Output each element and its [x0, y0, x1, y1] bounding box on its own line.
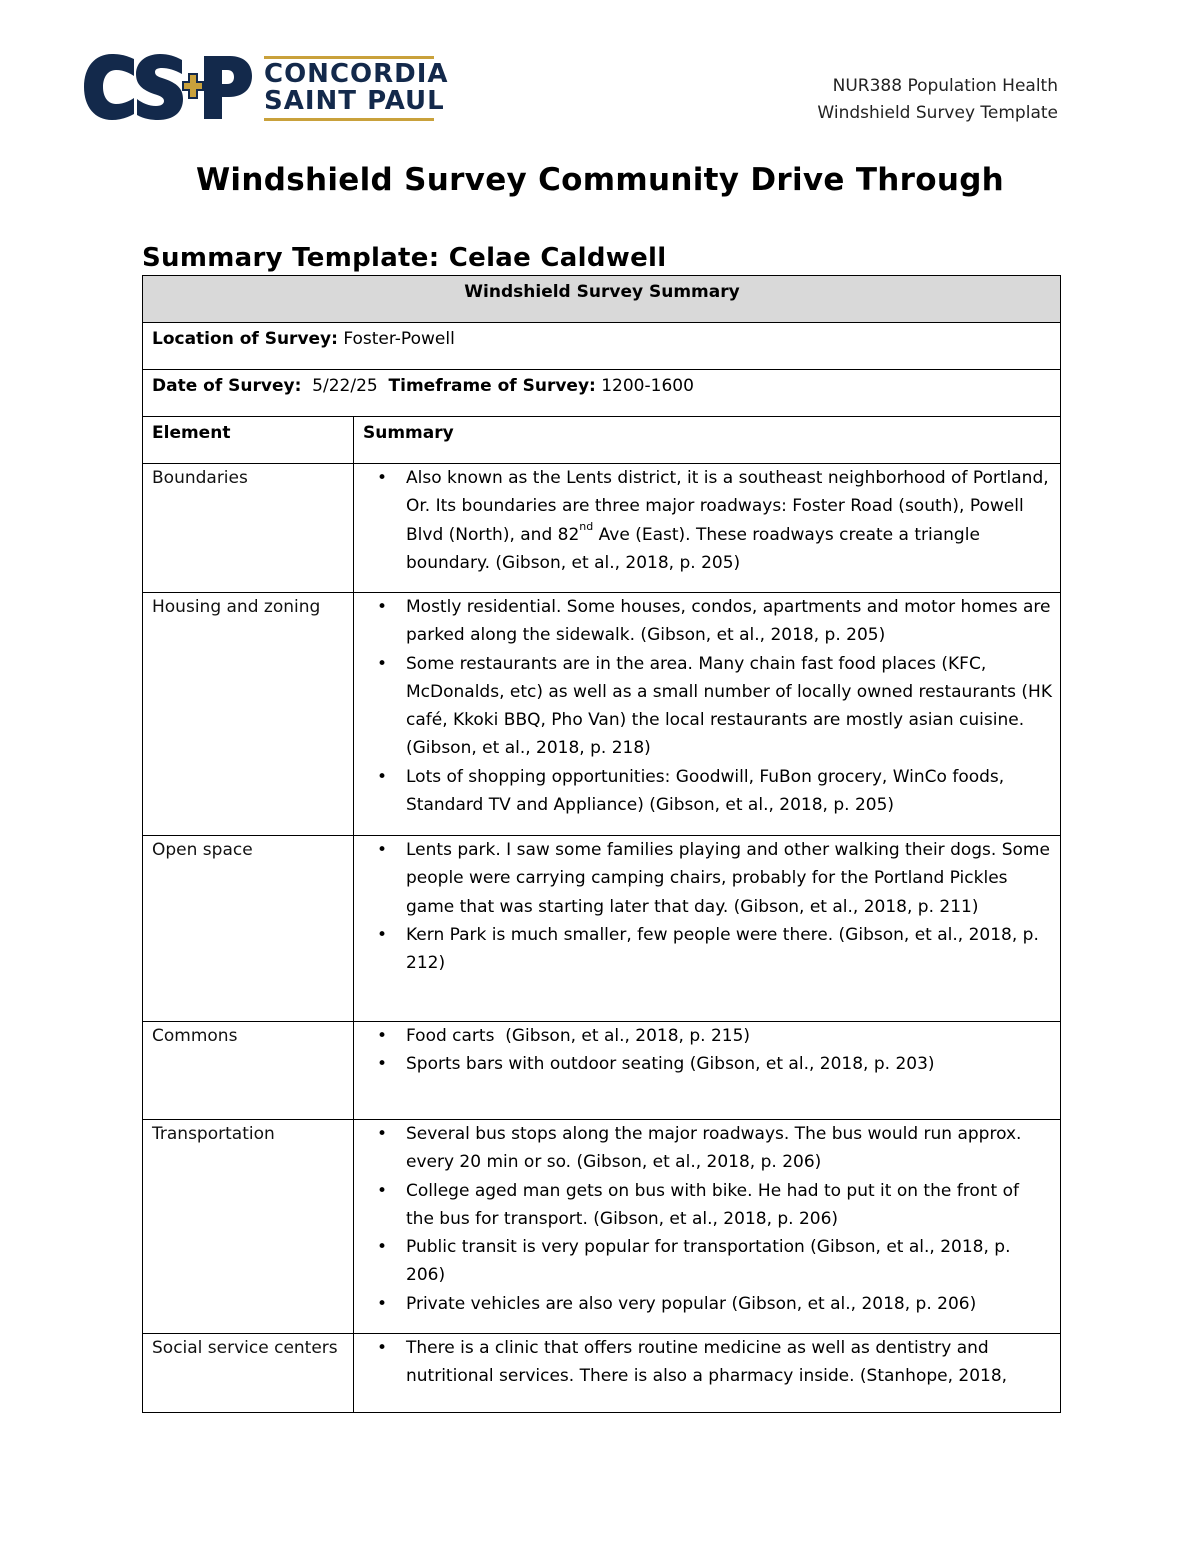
list-item: • Sports bars with outdoor seating (Gibson, et al., 2018, p. 203) [406, 1050, 1052, 1078]
summary-cell [354, 1120, 1061, 1334]
list-item: • Public transit is very popular for transportation (Gibson, et al., 2018, p. 206) [406, 1233, 1052, 1290]
summary-cell [354, 1022, 1061, 1120]
table-row [143, 1120, 1061, 1334]
summary-cell [354, 836, 1061, 1022]
element-cell: Commons [143, 1022, 354, 1120]
list-item: • There is a clinic that offers routine medicine as well as dentistry and nutritional services. There is also a pharmacy inside. (Stanhope, 2018, [406, 1334, 1052, 1391]
summary-cell [354, 464, 1061, 593]
element-cell: Open space [143, 836, 354, 1022]
location-row [143, 323, 1061, 370]
logo-name-line-2: SAINT PAUL [264, 86, 445, 116]
template-name: Windshield Survey Template [817, 103, 1058, 123]
csp-monogram [82, 53, 254, 121]
element-cell: Social service centers [143, 1334, 354, 1413]
element-cell: Transportation [143, 1120, 354, 1334]
table-row [143, 1334, 1061, 1413]
list-item: • Lots of shopping opportunities: Goodwill, FuBon grocery, WinCo foods, Standard TV and Appliance) (Gibson, et al., 2018, p. 205) [406, 763, 1052, 820]
table-row [143, 836, 1061, 1022]
location-value: Foster-Powell [337, 329, 455, 349]
column-header-element: Element [143, 417, 354, 464]
element-cell: Housing and zoning [143, 593, 354, 836]
column-header-summary: Summary [354, 417, 1061, 464]
timeframe-label: Timeframe of Survey: [388, 376, 596, 396]
list-item: • College aged man gets on bus with bike. He had to put it on the front of the bus for transport. (Gibson, et al., 2018, p. 206) [406, 1177, 1052, 1234]
list-item: • Lents park. I saw some families playing and other walking their dogs. Some people were carrying camping chairs, probably for the Portland Pickles game that was starting later that day. (Gibson, et al., 2018, p. 211) [406, 836, 1052, 921]
survey-table [142, 275, 1061, 1413]
list-item: • Several bus stops along the major roadways. The bus would run approx. every 20 min or so. (Gibson, et al., 2018, p. 206) [406, 1120, 1052, 1177]
summary-list [363, 1334, 1052, 1391]
table-row [143, 593, 1061, 836]
list-item [406, 464, 1052, 577]
table-row [143, 1022, 1061, 1120]
list-item-text: Also known as the Lents district, it is a southeast neighborhood of Portland, Or. Its boundaries are three major roadways: Foster Road (south), Powell Blvd (North), and 82 [406, 468, 1049, 545]
list-item: • Kern Park is much smaller, few people were there. (Gibson, et al., 2018, p. 212) [406, 921, 1052, 978]
list-item-text: Ave (East). These roadways create a triangle boundary. (Gibson, et al., 2018, p. 205) [406, 524, 980, 573]
table-heading: Windshield Survey Summary [143, 276, 1061, 323]
table-heading-row [143, 276, 1061, 323]
summary-list [363, 1120, 1052, 1318]
location-label: Location of Survey: [152, 329, 338, 349]
location-cell [143, 323, 1061, 370]
list-item: • Mostly residential. Some houses, condos, apartments and motor homes are parked along the sidewalk. (Gibson, et al., 2018, p. 205) [406, 593, 1052, 650]
list-item: • Food carts (Gibson, et al., 2018, p. 215) [406, 1022, 1052, 1050]
date-label: Date of Survey: [152, 376, 302, 396]
csp-logo [82, 53, 449, 123]
date-row [143, 370, 1061, 417]
column-header-row [143, 417, 1061, 464]
logo-name-line-1: CONCORDIA [264, 59, 449, 89]
ordinal-superscript: nd [579, 519, 594, 533]
course-name: NUR388 Population Health [832, 76, 1058, 96]
summary-cell [354, 1334, 1061, 1413]
summary-list [363, 464, 1052, 577]
table-row [143, 464, 1061, 593]
page-subtitle: Summary Template: Celae Caldwell [142, 243, 667, 273]
summary-cell [354, 593, 1061, 836]
page-header [817, 73, 1058, 127]
date-value: 5/22/25 [301, 376, 389, 396]
list-item: • Private vehicles are also very popular (Gibson, et al., 2018, p. 206) [406, 1290, 1052, 1318]
summary-list [363, 836, 1052, 977]
logo-rule-bottom [264, 118, 434, 121]
element-cell: Boundaries [143, 464, 354, 593]
summary-list [363, 1022, 1052, 1079]
summary-list [363, 593, 1052, 819]
logo-wordmark [264, 56, 449, 120]
date-cell [143, 370, 1061, 417]
list-item: • Some restaurants are in the area. Many chain fast food places (KFC, McDonalds, etc) as well as a small number of locally owned restaurants (HK café, Kkoki BBQ, Pho Van) the local restaurants are mostly asian cuisine. (Gibson, et al., 2018, p. 218) [406, 650, 1052, 763]
page-title: Windshield Survey Community Drive Through [195, 162, 1005, 198]
timeframe-value: 1200-1600 [595, 376, 694, 396]
